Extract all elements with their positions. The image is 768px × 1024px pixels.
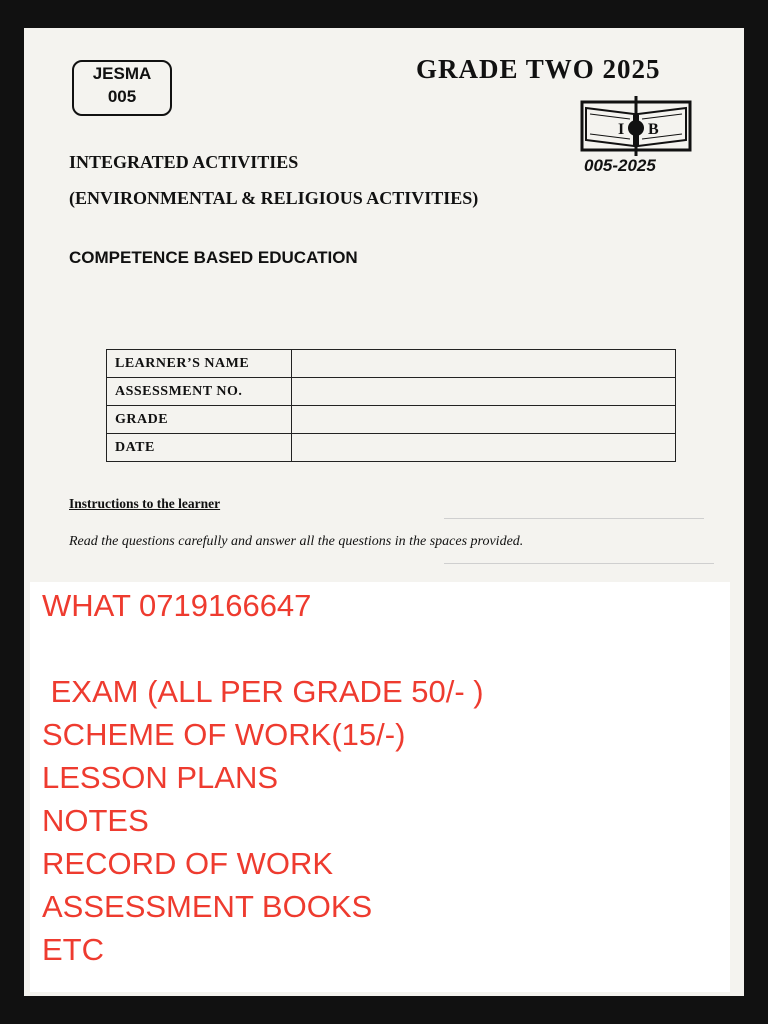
advert-line-exam: EXAM (ALL PER GRADE 50/- ) [42, 674, 484, 709]
table-row [107, 378, 676, 406]
assessment-no-field[interactable] [292, 378, 676, 406]
exam-paper [24, 28, 744, 996]
instructions-heading: Instructions to the learner [69, 496, 221, 511]
advert-line-etc: ETC [42, 932, 104, 967]
instructions-text: Read the questions carefully and answer all the questions in the spaces provided. [69, 534, 524, 549]
advert-line-scheme: SCHEME OF WORK(15/-) [42, 717, 406, 752]
learner-name-label: LEARNER’S NAME [107, 350, 292, 378]
advert-line-lesson-plans: LESSON PLANS [42, 760, 279, 795]
grade-field[interactable] [292, 406, 676, 434]
curriculum-title: COMPETENCE BASED EDUCATION [69, 248, 358, 267]
table-row [107, 350, 676, 378]
subject-subtitle: (ENVIRONMENTAL & RELIGIOUS ACTIVITIES) [69, 188, 479, 208]
date-label: DATE [107, 434, 292, 462]
learner-details-table [106, 349, 676, 462]
grade-title: GRADE TWO 2025 [416, 54, 661, 84]
advert-overlay [30, 582, 730, 992]
grade-label: GRADE [107, 406, 292, 434]
exam-code-line2: 005 [107, 87, 137, 106]
advert-phone: WHAT 0719166647 [42, 588, 312, 623]
book-logo-icon [576, 94, 696, 160]
show-through-line [444, 563, 714, 564]
logo-code: 005-2025 [584, 156, 656, 175]
learner-name-field[interactable] [292, 350, 676, 378]
subject-title: INTEGRATED ACTIVITIES [69, 152, 299, 172]
exam-code-box [72, 60, 172, 116]
date-field[interactable] [292, 434, 676, 462]
show-through-line [444, 518, 704, 519]
advert-line-record: RECORD OF WORK [42, 846, 334, 881]
table-row [107, 434, 676, 462]
advert-line-assessment: ASSESSMENT BOOKS [42, 889, 373, 924]
assessment-no-label: ASSESSMENT NO. [107, 378, 292, 406]
logo-letter-right: B [648, 121, 659, 138]
table-row [107, 406, 676, 434]
exam-code-line1: JESMA [92, 64, 152, 83]
logo-letter-left: I [618, 121, 625, 138]
advert-line-notes: NOTES [42, 803, 149, 838]
